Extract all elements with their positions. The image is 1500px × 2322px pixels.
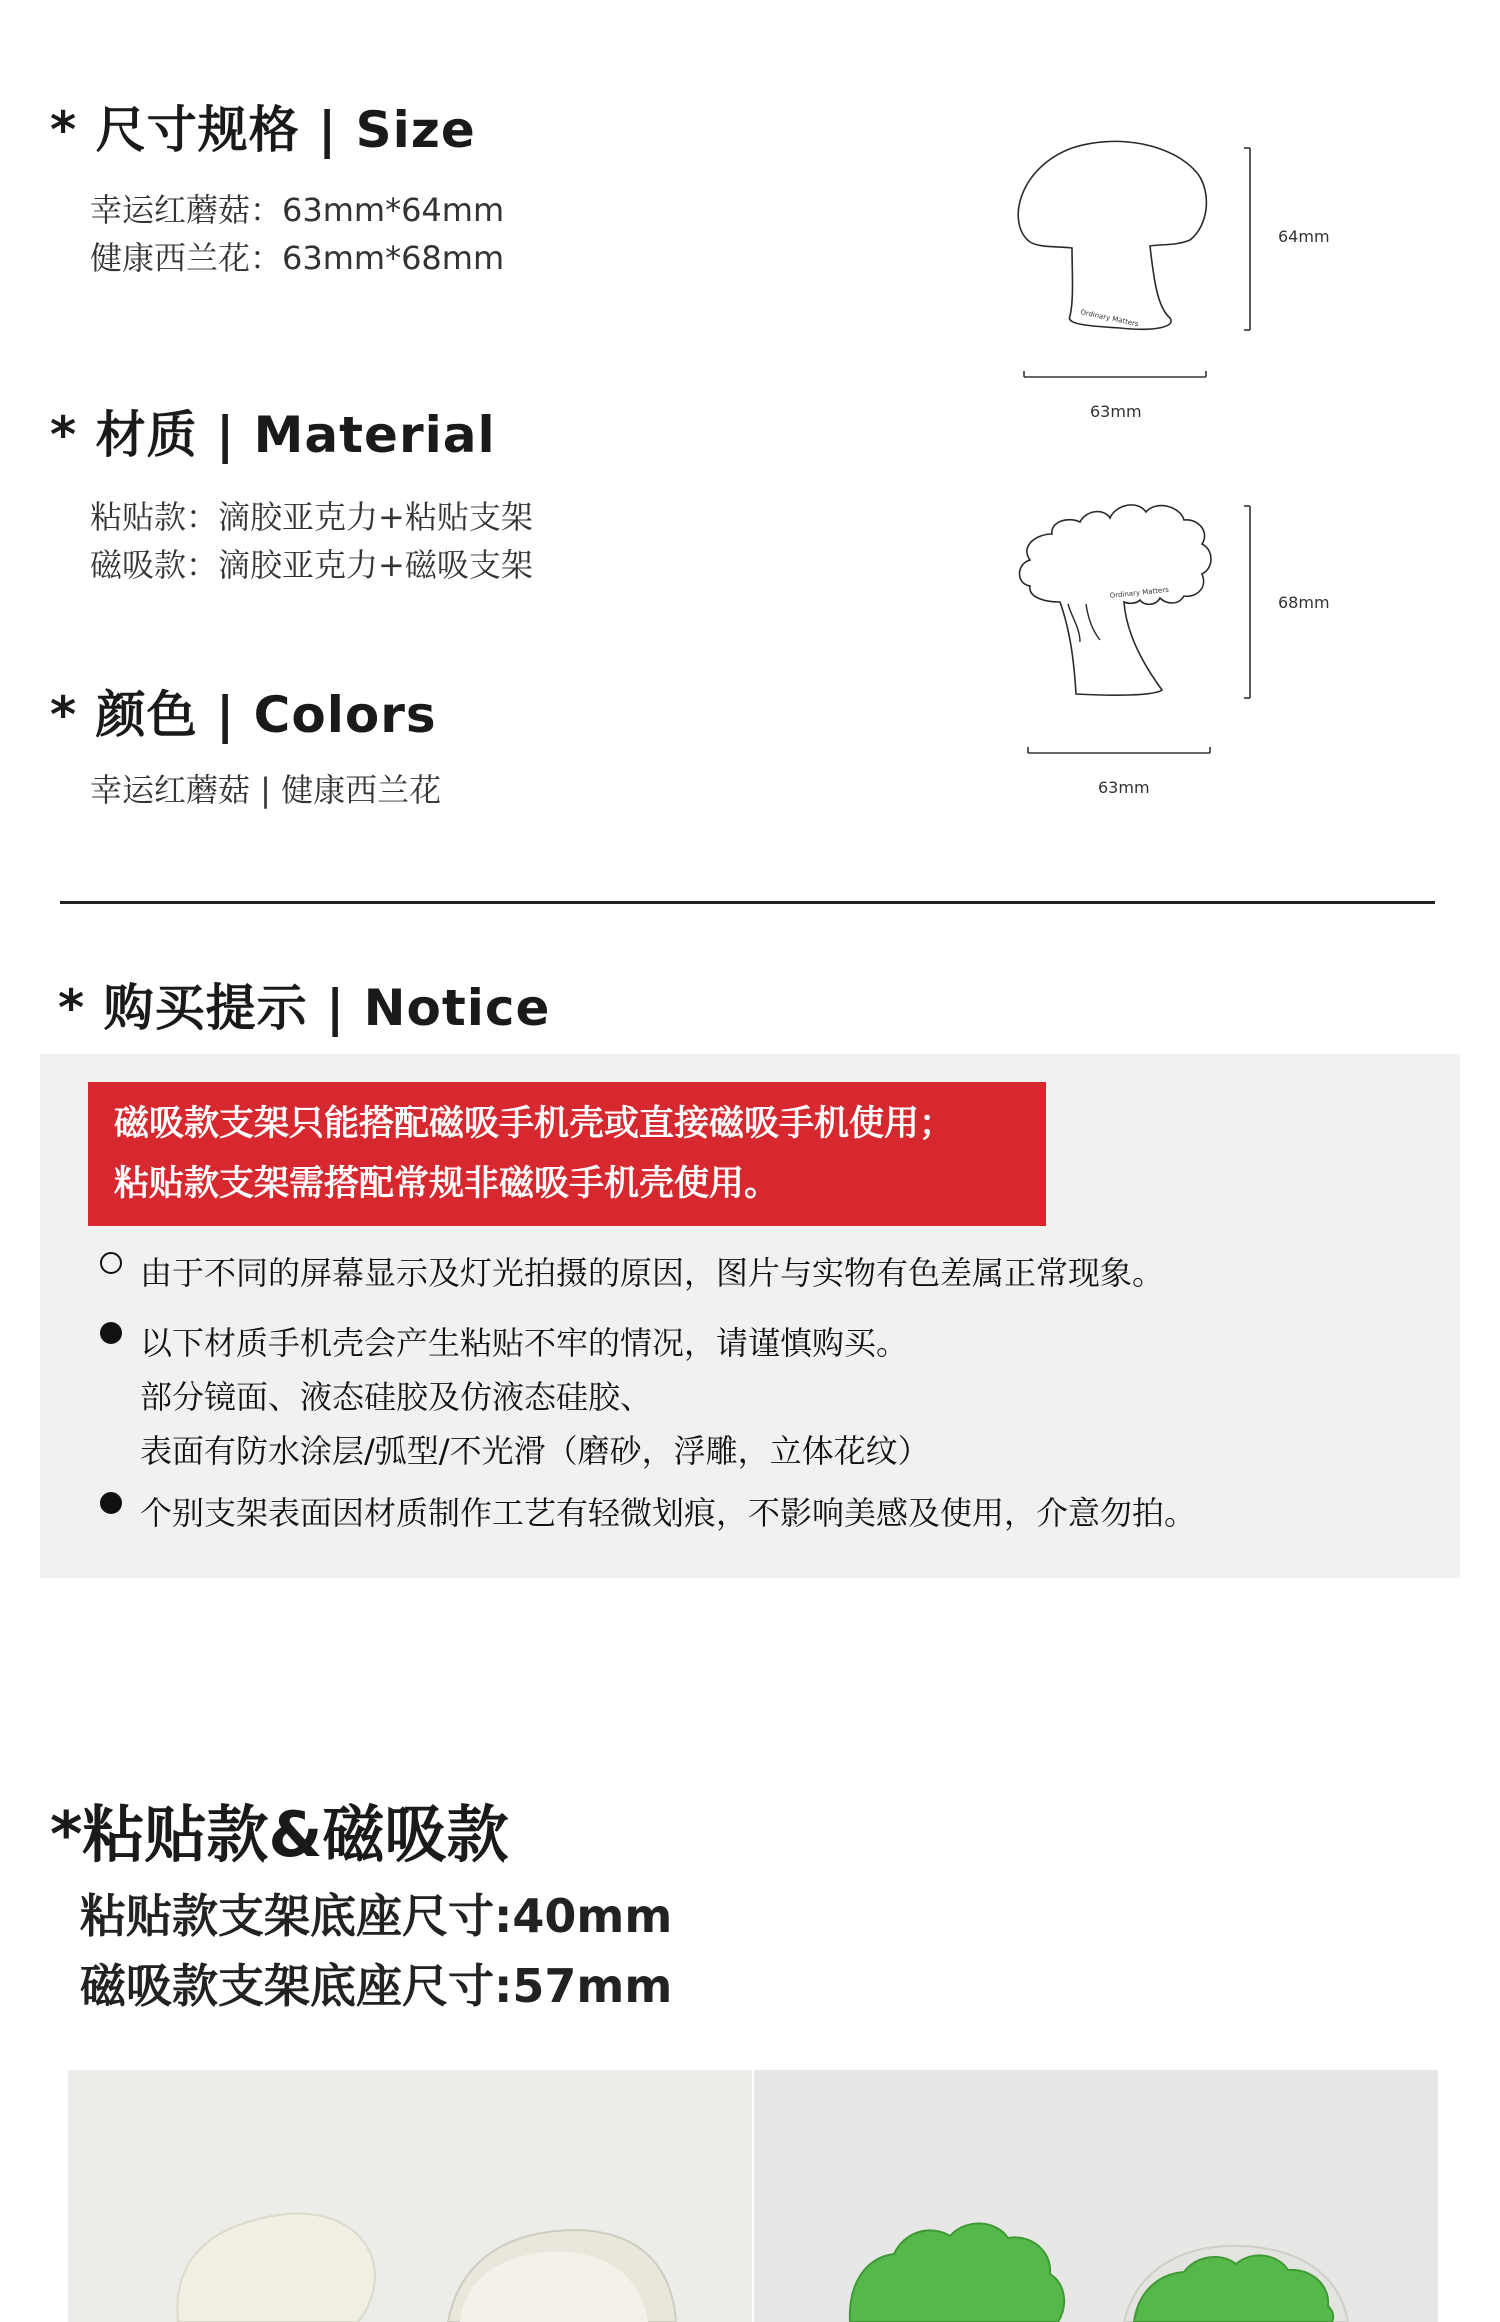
broccoli-product-photo (754, 2070, 1438, 2322)
mushroom-brand-text: Ordinary Matters (1079, 308, 1140, 329)
colors-heading-text: 颜色 | Colors (95, 686, 437, 744)
section-divider (60, 901, 1435, 904)
notice-heading-text: 购买提示 | Notice (103, 979, 551, 1037)
size-heading-text: 尺寸规格 | Size (95, 101, 476, 159)
broccoli-stem-lines (1068, 604, 1100, 642)
mushroom-height-label: 64mm (1278, 227, 1330, 246)
broccoli-brand-text: Ordinary Matters (1109, 585, 1170, 600)
notice-box (40, 1054, 1460, 1578)
colors-heading (50, 675, 437, 747)
broccoli-shape (850, 2223, 1064, 2322)
colors-star: * (50, 686, 78, 744)
notice-item-case-line-3: 表面有防水涂层/弧型/不光滑（磨砂，浮雕，立体花纹） (140, 1432, 930, 1470)
material-star: * (50, 406, 78, 464)
mushroom-width-label: 63mm (1090, 402, 1142, 421)
notice-item-case-line-2: 部分镜面、液态硅胶及仿液态硅胶、 (140, 1378, 653, 1416)
banner-line-1: 磁吸款支架只能搭配磁吸手机壳或直接磁吸手机使用； (114, 1104, 955, 1144)
material-line-sticky: 粘贴款：滴胶亚克力+粘贴支架 (90, 498, 533, 536)
broccoli-diagram (1000, 490, 1380, 810)
product-photos (68, 2070, 1438, 2322)
banner-line-2: 粘贴款支架需搭配常规非磁吸手机壳使用。 (114, 1164, 780, 1204)
mushroom-diagram (1000, 130, 1380, 440)
mounts-heading: *粘贴款&磁吸款 (50, 1798, 509, 1871)
magnet-warning-banner (88, 1082, 1046, 1226)
filled-bullet-icon (100, 1492, 122, 1514)
size-line-mushroom: 幸运红蘑菇：63mm*64mm (90, 191, 505, 229)
notice-item-scratch-line: 个别支架表面因材质制作工艺有轻微划痕，不影响美感及使用，介意勿拍。 (140, 1494, 1197, 1532)
mount-size-magnetic: 磁吸款支架底座尺寸:57mm (80, 1959, 673, 2013)
notice-heading (58, 968, 550, 1040)
colors-line: 幸运红蘑菇 | 健康西兰花 (90, 771, 442, 809)
material-heading-text: 材质 | Material (95, 406, 496, 464)
size-star: * (50, 101, 78, 159)
mushroom-product-photo (68, 2070, 752, 2322)
material-line-magnetic: 磁吸款：滴胶亚克力+磁吸支架 (90, 546, 533, 584)
broccoli-height-label: 68mm (1278, 593, 1330, 612)
hollow-bullet-icon (100, 1252, 122, 1274)
broccoli-width-label: 63mm (1098, 778, 1150, 797)
size-heading (50, 90, 476, 162)
notice-star: * (58, 979, 86, 1037)
mushroom-cap-shape (177, 2214, 375, 2322)
mushroom-outline (1018, 141, 1206, 329)
broccoli-outline (1020, 505, 1212, 695)
filled-bullet-icon (100, 1322, 122, 1344)
notice-item-color-line: 由于不同的屏幕显示及灯光拍摄的原因，图片与实物有色差属正常现象。 (140, 1254, 1165, 1292)
size-line-broccoli: 健康西兰花：63mm*68mm (90, 239, 505, 277)
mount-size-sticky: 粘贴款支架底座尺寸:40mm (80, 1889, 673, 1943)
notice-item-case-line-1: 以下材质手机壳会产生粘贴不牢的情况，请谨慎购买。 (140, 1324, 909, 1362)
material-heading (50, 395, 496, 467)
